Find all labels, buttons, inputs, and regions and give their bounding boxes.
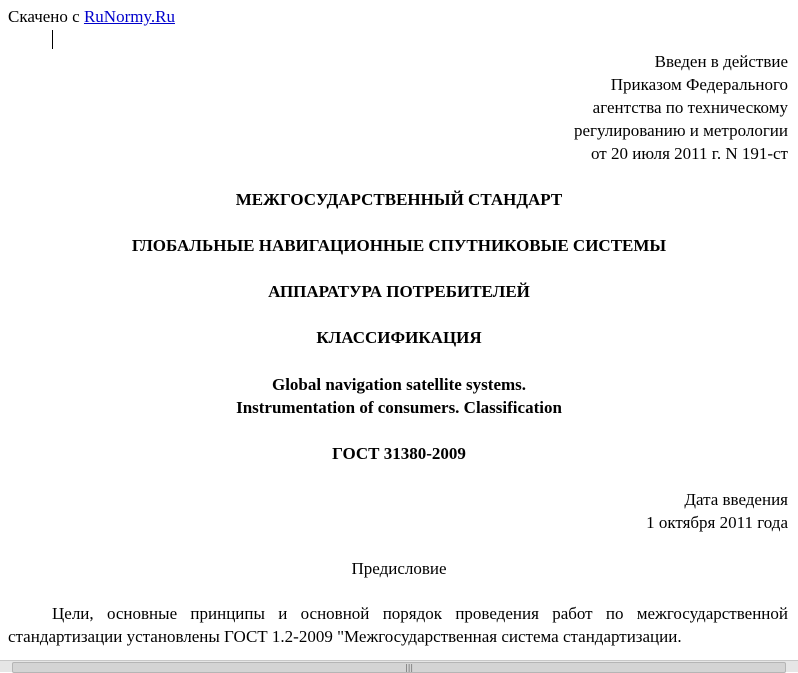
title-line-1: ГЛОБАЛЬНЫЕ НАВИГАЦИОННЫЕ СПУТНИКОВЫЕ СИСТЕМЫ [131, 236, 667, 255]
effective-date-label: Дата введения [684, 490, 788, 509]
approval-block [574, 50, 788, 165]
foreword-paragraph: Цели, основные принципы и основной порядок проведения работ по межгосударственной стандартизации установлены ГОСТ 1.2-2009 "Межгосударственная система стандартизации. [8, 604, 788, 646]
grip-icon: ||| [405, 663, 414, 672]
runormy-link[interactable]: RuNormy.Ru [83, 7, 175, 26]
standard-code: ГОСТ 31380-2009 [332, 444, 466, 463]
title-line-2: АППАРАТУРА ПОТРЕБИТЕЛЕЙ [268, 282, 530, 301]
foreword-body [8, 602, 788, 648]
approval-line: от 20 июля 2011 г. N 191-ст [591, 144, 788, 163]
effective-date-value: 1 октября 2011 года [646, 513, 788, 532]
standard-type-heading: МЕЖГОСУДАРСТВЕННЫЙ СТАНДАРТ [235, 190, 563, 209]
english-title-line-2: Instrumentation of consumers. Classification [236, 398, 562, 417]
title-line-3: КЛАССИФИКАЦИЯ [316, 328, 482, 347]
text-cursor [52, 30, 53, 49]
download-prefix: Скачено с [8, 7, 84, 26]
approval-line: Приказом Федерального [610, 75, 788, 94]
foreword-title: Предисловие [351, 559, 447, 578]
approval-line: регулированию и метрологии [573, 121, 788, 140]
download-source-line [8, 5, 175, 28]
scrollbar-thumb[interactable] [12, 662, 786, 673]
english-title-line-1: Global navigation satellite systems. [271, 375, 527, 394]
approval-line: Введен в действие [654, 52, 788, 71]
horizontal-scrollbar[interactable] [0, 660, 798, 672]
approval-line: агентства по техническому [592, 98, 788, 117]
